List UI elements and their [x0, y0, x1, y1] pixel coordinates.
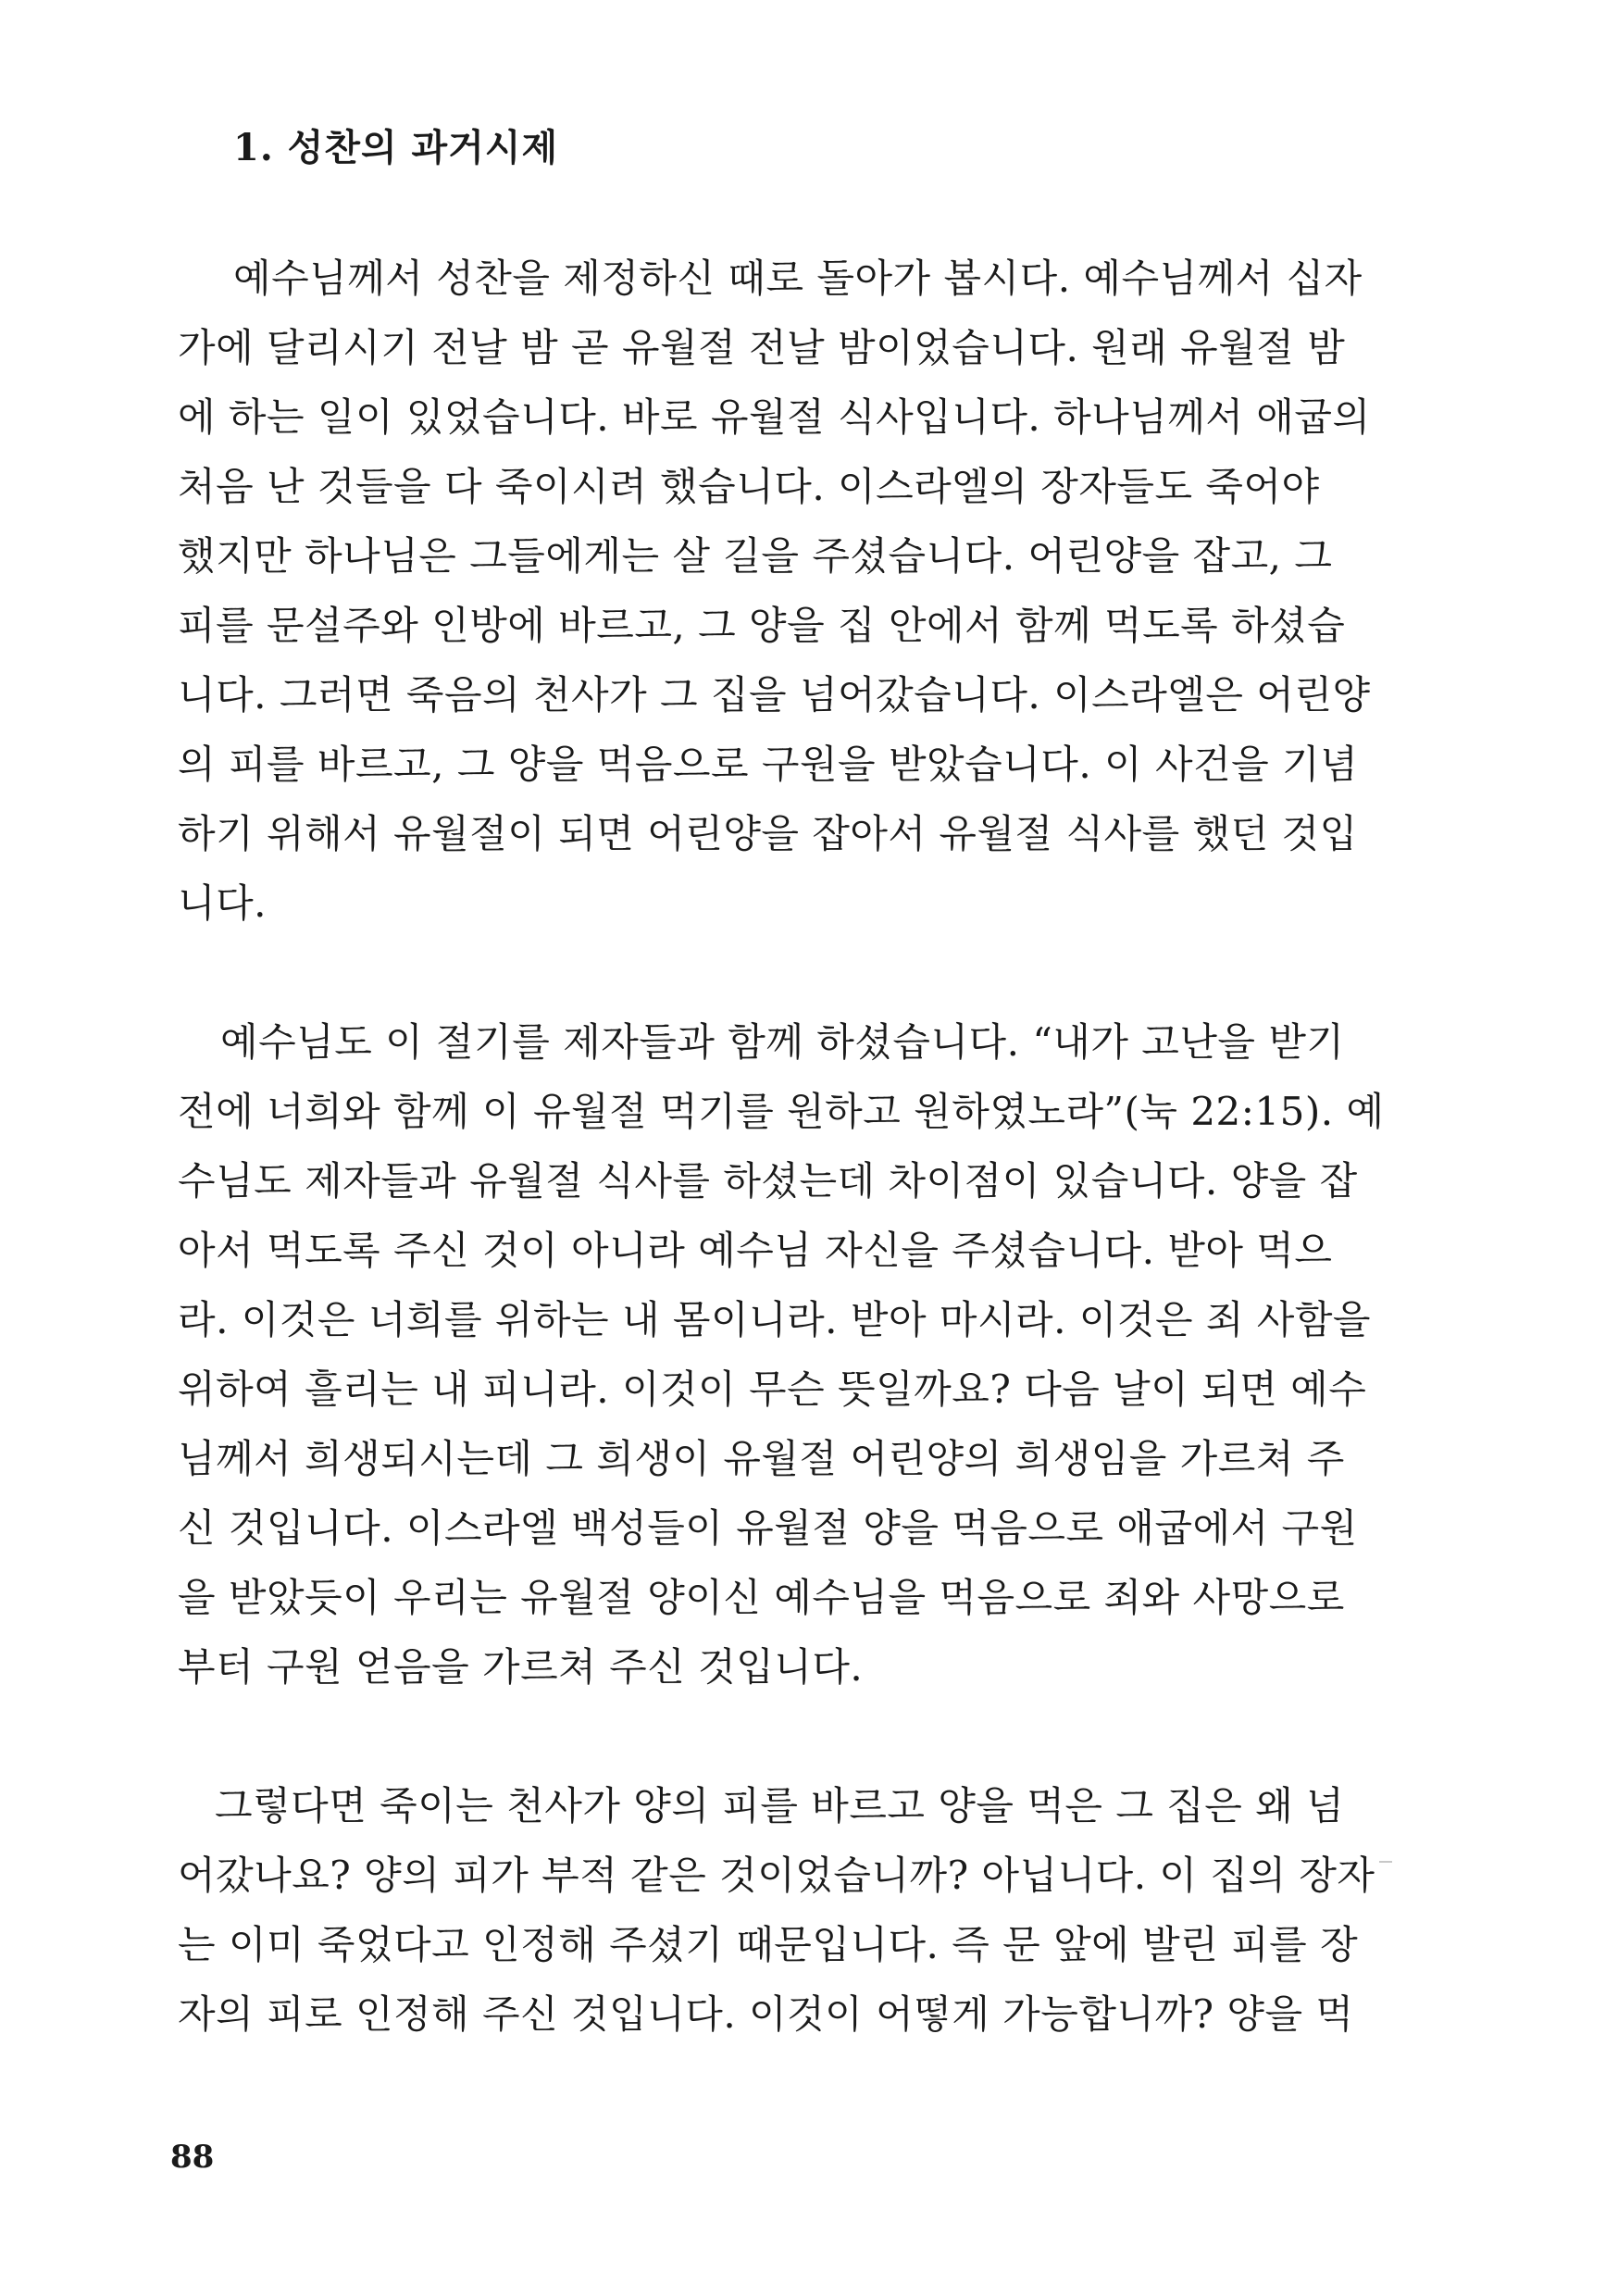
text-line: 에 하는 일이 있었습니다. 바로 유월절 식사입니다. 하나님께서 애굽의 — [178, 394, 1371, 440]
text-line: 위하여 흘리는 내 피니라. 이것이 무슨 뜻일까요? 다음 날이 되면 예수 — [178, 1366, 1367, 1412]
scan-speck — [1379, 1861, 1392, 1863]
text-line: 아서 먹도록 주신 것이 아니라 예수님 자신을 주셨습니다. 받아 먹으 — [178, 1228, 1333, 1273]
text-line: 예수님도 이 절기를 제자들과 함께 하셨습니다. “내가 고난을 받기 — [220, 1019, 1345, 1065]
text-line: 님께서 희생되시는데 그 희생이 유월절 어린양의 희생임을 가르쳐 주 — [178, 1436, 1345, 1481]
text-line: 수님도 제자들과 유월절 식사를 하셨는데 차이점이 있습니다. 양을 잡 — [178, 1158, 1358, 1204]
text-line: 니다. 그러면 죽음의 천사가 그 집을 넘어갔습니다. 이스라엘은 어린양 — [178, 672, 1371, 718]
page-number: 88 — [170, 2139, 215, 2176]
text-line: 하기 위해서 유월절이 되면 어린양을 잡아서 유월절 식사를 했던 것입 — [178, 811, 1358, 856]
text-line: 라. 이것은 너희를 위하는 내 몸이니라. 받아 마시라. 이것은 죄 사함을 — [178, 1297, 1372, 1342]
text-line: 자의 피로 인정해 주신 것입니다. 이것이 어떻게 가능합니까? 양을 먹 — [178, 1991, 1354, 2037]
section-heading: 1. 성찬의 과거시제 — [233, 126, 559, 169]
text-line: 니다. — [178, 880, 267, 926]
text-line: 그렇다면 죽이는 천사가 양의 피를 바르고 양을 먹은 그 집은 왜 넘 — [215, 1783, 1345, 1828]
text-line: 전에 너희와 함께 이 유월절 먹기를 원하고 원하였노라”(눅 22:15). 예 — [178, 1089, 1385, 1134]
text-line: 했지만 하나님은 그들에게는 살 길을 주셨습니다. 어린양을 잡고, 그 — [178, 533, 1333, 579]
text-line: 을 받았듯이 우리는 유월절 양이신 예수님을 먹음으로 죄와 사망으로 — [178, 1575, 1345, 1620]
text-line: 는 이미 죽었다고 인정해 주셨기 때문입니다. 즉 문 앞에 발린 피를 장 — [178, 1922, 1359, 1967]
text-line: 가에 달리시기 전날 밤 곧 유월절 전날 밤이었습니다. 원래 유월절 밤 — [178, 325, 1346, 370]
text-line: 피를 문설주와 인방에 바르고, 그 양을 집 안에서 함께 먹도록 하셨습 — [178, 603, 1346, 648]
text-line: 어갔나요? 양의 피가 부적 같은 것이었습니까? 아닙니다. 이 집의 장자 — [178, 1853, 1375, 1898]
text-line: 의 피를 바르고, 그 양을 먹음으로 구원을 받았습니다. 이 사건을 기념 — [178, 742, 1359, 787]
text-line: 부터 구원 얻음을 가르쳐 주신 것입니다. — [178, 1644, 864, 1690]
text-line: 처음 난 것들을 다 죽이시려 했습니다. 이스라엘의 장자들도 죽어야 — [178, 464, 1320, 509]
text-line: 예수님께서 성찬을 제정하신 때로 돌아가 봅시다. 예수님께서 십자 — [233, 256, 1363, 301]
text-line: 신 것입니다. 이스라엘 백성들이 유월절 양을 먹음으로 애굽에서 구원 — [178, 1505, 1358, 1551]
